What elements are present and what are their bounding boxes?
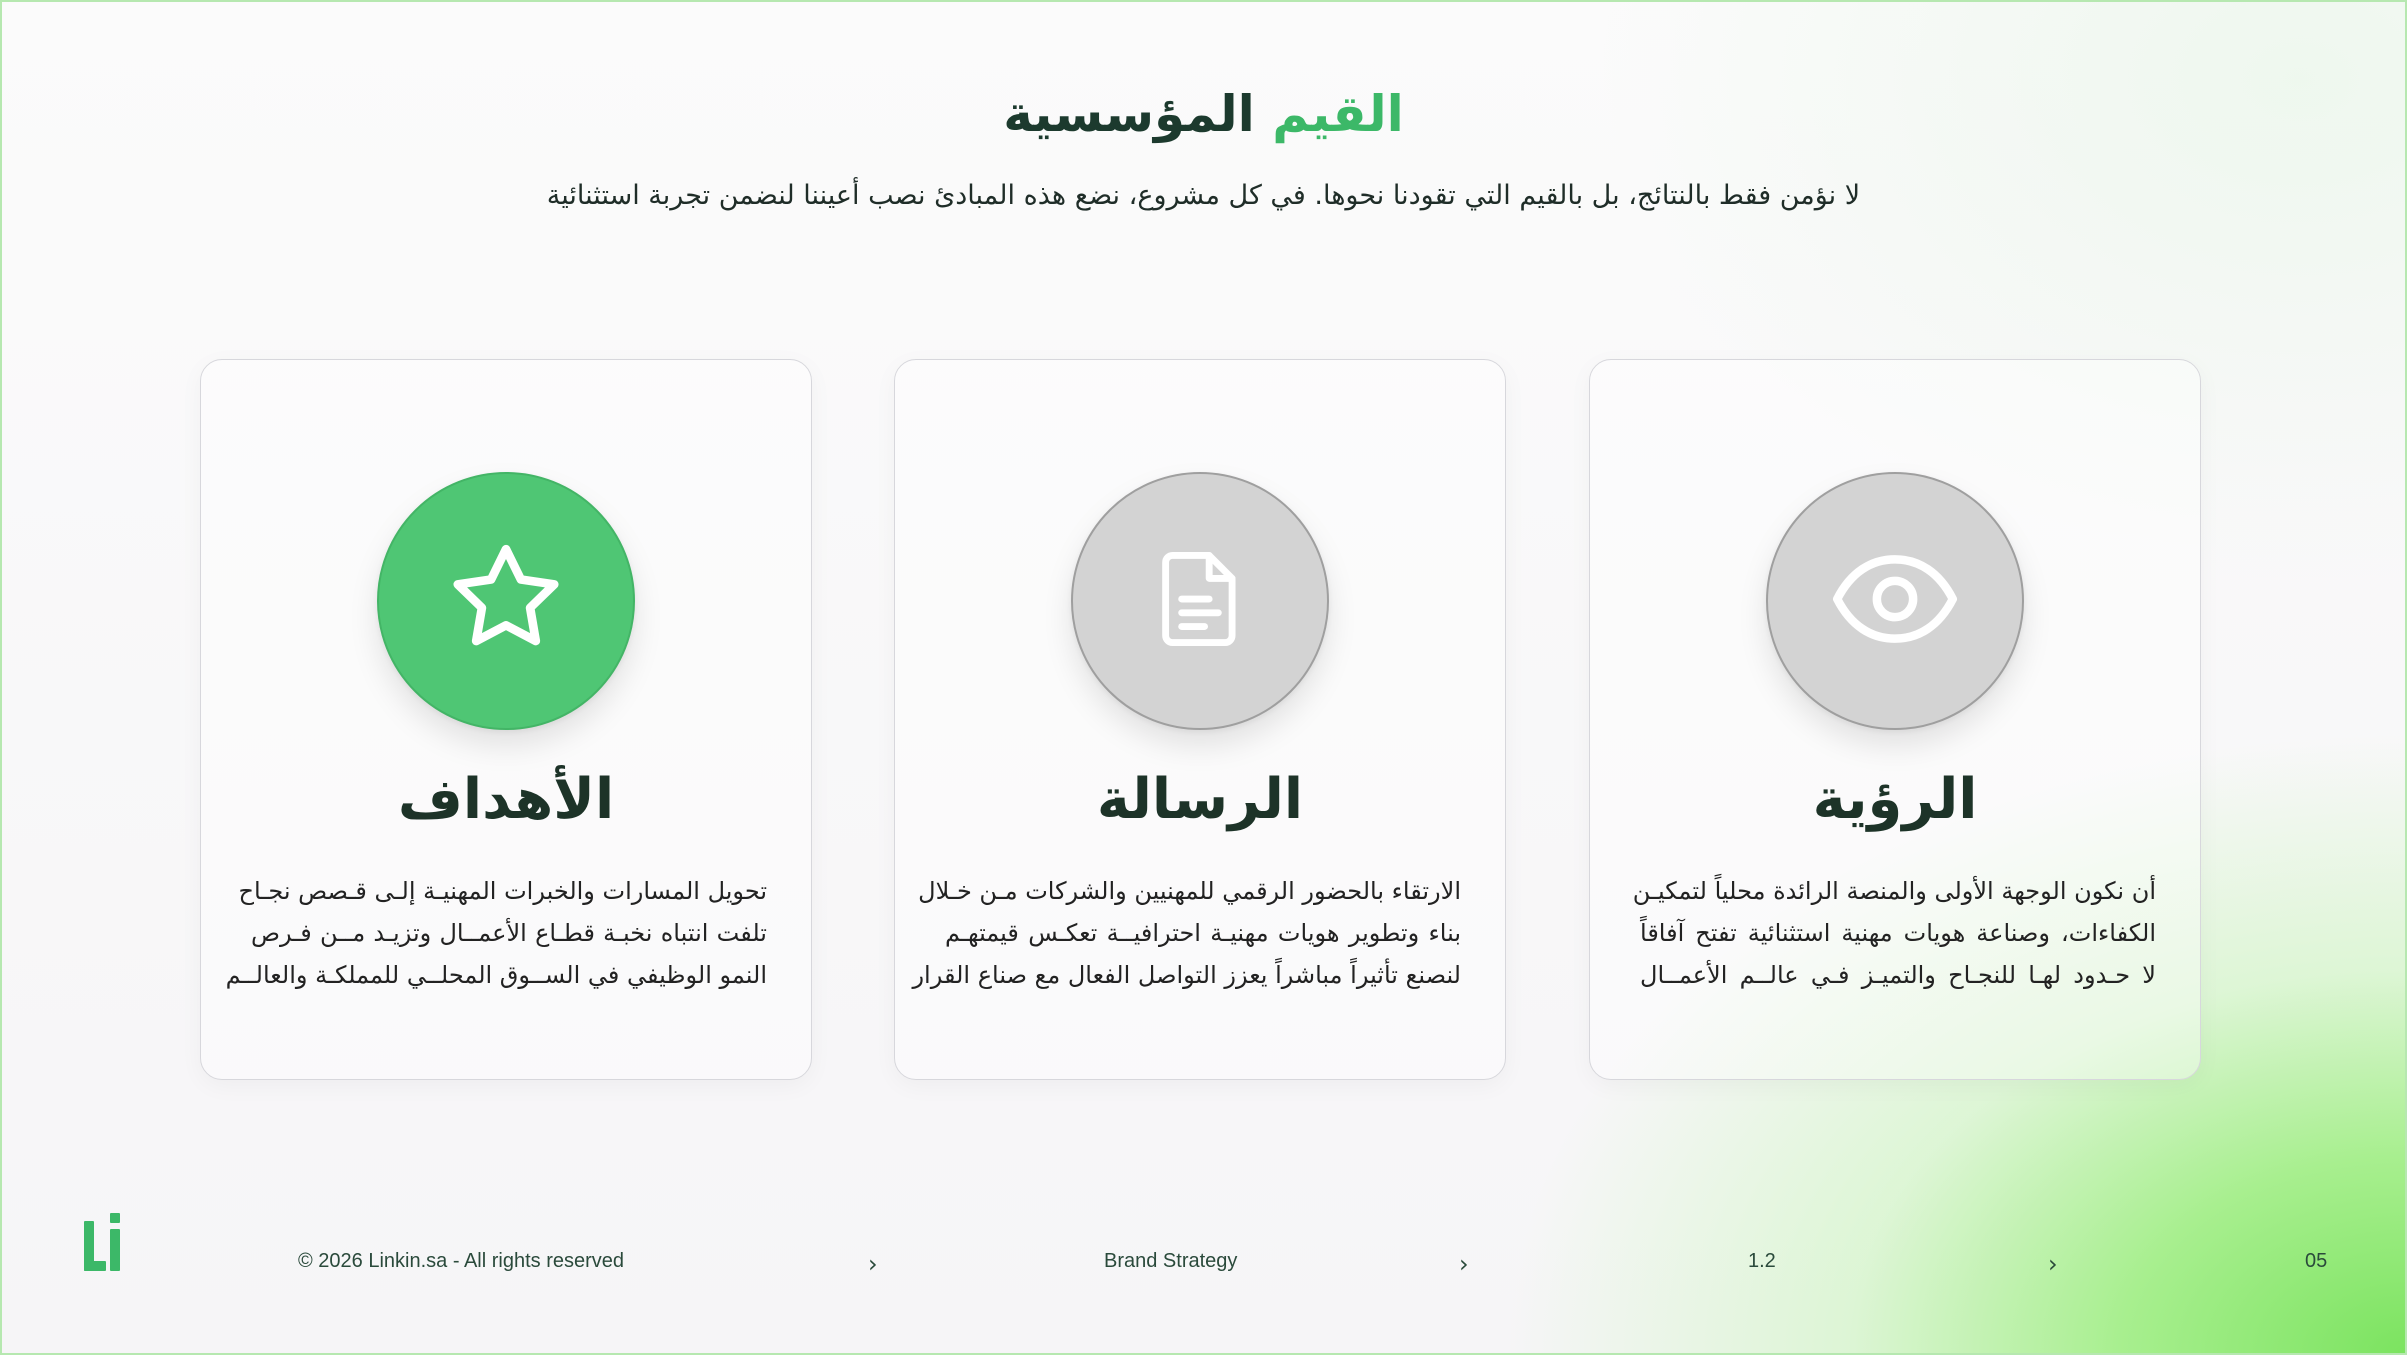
star-icon	[441, 534, 571, 668]
document-icon	[1145, 539, 1255, 663]
page-title	[2, 74, 2405, 154]
card-body-mission	[912, 870, 1461, 996]
mission-icon-circle	[1071, 472, 1329, 730]
card-body-line: أن نكون الوجهة الأولى والمنصة الرائدة محلياً لتمكيـن	[1632, 877, 2156, 905]
title-rest: المؤسسية	[1003, 85, 1255, 143]
card-vision	[1589, 359, 2201, 1080]
card-title-mission: الرسالة	[1096, 767, 1304, 832]
card-goals	[200, 359, 812, 1080]
card-title-vision: الرؤية	[1812, 767, 1978, 832]
footer-page-number: 05	[2305, 1250, 2328, 1272]
footer-copyright: © 2026 Linkin.sa - All rights reserved	[298, 1250, 625, 1272]
card-body-line: النمو الوظيفي في الســوق المحلــي للمملكـة والعالــم	[225, 961, 767, 989]
card-body-line: الارتقاء بالحضور الرقمي للمهنيين والشركات مـن خـلال	[918, 877, 1461, 905]
brand-logo	[84, 1205, 122, 1275]
footer-version: 1.2	[1748, 1250, 1776, 1272]
card-mission	[894, 359, 1506, 1080]
card-body-line: لنصنع تأثيراً مباشراً يعزز التواصل الفعال مع صناع القرار	[912, 961, 1461, 989]
eye-icon	[1827, 531, 1963, 671]
card-body-goals	[225, 870, 767, 996]
chevron-right-icon: ›	[868, 1250, 878, 1278]
card-body-vision	[1632, 870, 2156, 996]
card-body-line: تحويل المسارات والخبرات المهنيـة إلـى قـصص نجـاح	[238, 877, 767, 905]
goals-icon-circle	[377, 472, 635, 730]
page-subtitle: لا نؤمن فقط بالنتائج، بل بالقيم التي تقودنا نحوها. في كل مشروع، نضع هذه المبادئ نصب أعيننا لنضمن تجربة استثنائية	[546, 180, 1861, 211]
card-body-line: الكفاءات، وصناعة هويات مهنية استثنائية تفتح آفاقاً	[1640, 919, 2156, 947]
slide	[2, 2, 2405, 1353]
chevron-right-icon: ›	[2048, 1250, 2058, 1278]
title-accent: القيم	[1272, 85, 1404, 143]
card-body-line: لا حـدود لهـا للنجـاح والتميـز فـي عالــم الأعمــال	[1640, 961, 2156, 989]
vision-icon-circle	[1766, 472, 2024, 730]
footer-section: Brand Strategy	[1104, 1250, 1238, 1272]
card-title-goals: الأهداف	[397, 767, 615, 832]
chevron-right-icon: ›	[1459, 1250, 1469, 1278]
card-body-line: تلفت انتباه نخبـة قطـاع الأعمــال وتزيـد مــن فـرص	[251, 919, 767, 947]
card-body-line: بناء وتطوير هويات مهنيـة احترافيــة تعكـس قيمتهـم	[945, 919, 1461, 947]
